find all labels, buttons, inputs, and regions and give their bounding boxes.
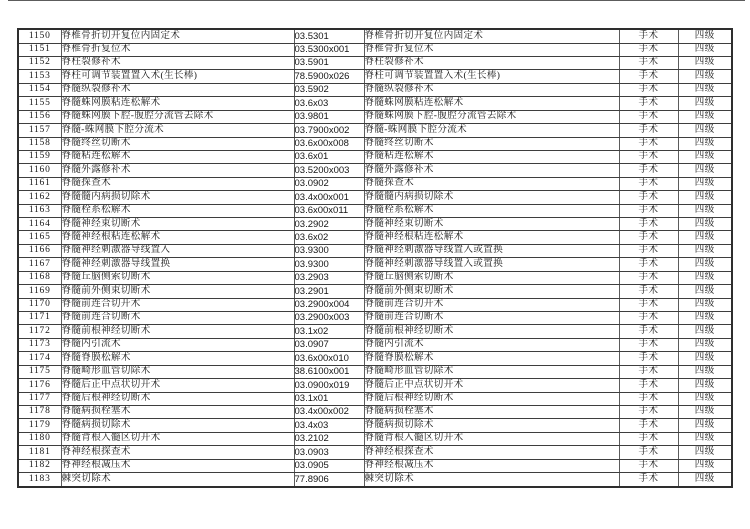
row-sequence-number: 1182 bbox=[18, 459, 61, 472]
table-row bbox=[18, 285, 732, 298]
row-sequence-number: 1167 bbox=[18, 258, 61, 271]
row-sequence-number: 1179 bbox=[18, 419, 61, 432]
row-category: 手术 bbox=[619, 446, 678, 459]
row-procedure-name-alt: 脊髓病损栓塞术 bbox=[364, 405, 619, 418]
row-level: 四级 bbox=[678, 177, 732, 190]
row-level: 四级 bbox=[678, 379, 732, 392]
table-row bbox=[18, 298, 732, 311]
row-category: 手术 bbox=[619, 379, 678, 392]
row-procedure-name: 脊髓前外侧束切断术 bbox=[61, 285, 294, 298]
row-procedure-name: 脊髓蛛网膜下腔-腹腔分流管去除术 bbox=[61, 110, 294, 123]
row-level: 四级 bbox=[678, 325, 732, 338]
row-sequence-number: 1181 bbox=[18, 446, 61, 459]
row-procedure-name-alt: 脊髓栓系松解术 bbox=[364, 204, 619, 217]
row-sequence-number: 1155 bbox=[18, 97, 61, 110]
row-sequence-number: 1161 bbox=[18, 177, 61, 190]
row-procedure-code: 03.6x02 bbox=[294, 231, 364, 244]
row-procedure-code: 03.0905 bbox=[294, 459, 364, 472]
table-row bbox=[18, 405, 732, 418]
row-procedure-code: 03.5301 bbox=[294, 29, 364, 43]
row-procedure-name: 脊髓畸形血管切除术 bbox=[61, 365, 294, 378]
row-procedure-name-alt: 脊髓探查术 bbox=[364, 177, 619, 190]
row-procedure-name: 脊髓神经刺激器导线置换 bbox=[61, 258, 294, 271]
row-sequence-number: 1172 bbox=[18, 325, 61, 338]
row-procedure-name: 脊髓病损切除术 bbox=[61, 419, 294, 432]
table-row bbox=[18, 419, 732, 432]
row-procedure-name: 脊髓神经刺激器导线置入 bbox=[61, 244, 294, 257]
row-level: 四级 bbox=[678, 29, 732, 43]
row-procedure-name: 脊髓后正中点状切开术 bbox=[61, 379, 294, 392]
row-category: 手术 bbox=[619, 352, 678, 365]
table-row bbox=[18, 56, 732, 69]
row-procedure-name: 棘突切除术 bbox=[61, 473, 294, 487]
row-procedure-code: 03.4x00x001 bbox=[294, 191, 364, 204]
row-procedure-code: 78.5900x026 bbox=[294, 70, 364, 83]
row-level: 四级 bbox=[678, 137, 732, 150]
row-procedure-name-alt: 脊髓纵裂修补术 bbox=[364, 83, 619, 96]
row-procedure-name-alt: 脊柱可调节装置置入术(生长棒) bbox=[364, 70, 619, 83]
table-row bbox=[18, 258, 732, 271]
row-category: 手术 bbox=[619, 258, 678, 271]
row-procedure-code: 03.5300x001 bbox=[294, 43, 364, 56]
table-row bbox=[18, 231, 732, 244]
row-level: 四级 bbox=[678, 56, 732, 69]
row-category: 手术 bbox=[619, 83, 678, 96]
row-procedure-code: 03.1x02 bbox=[294, 325, 364, 338]
row-procedure-name-alt: 脊髓内引流术 bbox=[364, 338, 619, 351]
row-procedure-name-alt: 脊柱裂修补术 bbox=[364, 56, 619, 69]
row-category: 手术 bbox=[619, 43, 678, 56]
table-row bbox=[18, 218, 732, 231]
row-procedure-name-alt: 脊髓病损切除术 bbox=[364, 419, 619, 432]
row-category: 手术 bbox=[619, 218, 678, 231]
row-procedure-name-alt: 脊髓蛛网膜粘连松解术 bbox=[364, 97, 619, 110]
row-category: 手术 bbox=[619, 365, 678, 378]
row-procedure-name-alt: 脊髓-蛛网膜下腔分流术 bbox=[364, 124, 619, 137]
row-category: 手术 bbox=[619, 473, 678, 487]
row-procedure-name: 脊髓-蛛网膜下腔分流术 bbox=[61, 124, 294, 137]
row-procedure-name-alt: 脊髓粘连松解术 bbox=[364, 150, 619, 163]
row-level: 四级 bbox=[678, 70, 732, 83]
row-level: 四级 bbox=[678, 446, 732, 459]
table-row bbox=[18, 312, 732, 325]
row-procedure-code: 03.2900x004 bbox=[294, 298, 364, 311]
row-sequence-number: 1178 bbox=[18, 405, 61, 418]
row-category: 手术 bbox=[619, 298, 678, 311]
row-category: 手术 bbox=[619, 70, 678, 83]
row-sequence-number: 1176 bbox=[18, 379, 61, 392]
row-sequence-number: 1168 bbox=[18, 271, 61, 284]
row-sequence-number: 1160 bbox=[18, 164, 61, 177]
row-procedure-name: 脊椎骨折切开复位内固定术 bbox=[61, 29, 294, 43]
row-category: 手术 bbox=[619, 325, 678, 338]
row-procedure-name: 脊髓髓内病损切除术 bbox=[61, 191, 294, 204]
row-level: 四级 bbox=[678, 365, 732, 378]
row-level: 四级 bbox=[678, 405, 732, 418]
table-row bbox=[18, 191, 732, 204]
row-sequence-number: 1171 bbox=[18, 312, 61, 325]
row-sequence-number: 1173 bbox=[18, 338, 61, 351]
row-sequence-number: 1183 bbox=[18, 473, 61, 487]
row-procedure-name: 脊髓纵裂修补术 bbox=[61, 83, 294, 96]
row-procedure-name-alt: 脊髓丘脑侧索切断术 bbox=[364, 271, 619, 284]
row-procedure-name: 脊髓蛛网膜粘连松解术 bbox=[61, 97, 294, 110]
row-procedure-name-alt: 脊髓神经束切断术 bbox=[364, 218, 619, 231]
row-procedure-name: 脊髓神经束切断术 bbox=[61, 218, 294, 231]
row-level: 四级 bbox=[678, 432, 732, 445]
row-procedure-name: 脊神经根探查术 bbox=[61, 446, 294, 459]
row-level: 四级 bbox=[678, 244, 732, 257]
table-row bbox=[18, 392, 732, 405]
row-procedure-code: 03.9801 bbox=[294, 110, 364, 123]
row-level: 四级 bbox=[678, 271, 732, 284]
row-procedure-code: 03.2102 bbox=[294, 432, 364, 445]
row-procedure-name-alt: 脊髓蛛网膜下腔-腹腔分流管去除术 bbox=[364, 110, 619, 123]
row-procedure-name-alt: 脊髓前根神经切断术 bbox=[364, 325, 619, 338]
row-procedure-name: 脊髓丘脑侧索切断术 bbox=[61, 271, 294, 284]
table-row bbox=[18, 29, 732, 43]
row-procedure-code: 03.6x01 bbox=[294, 150, 364, 163]
row-procedure-code: 03.9300 bbox=[294, 244, 364, 257]
row-procedure-name: 脊柱裂修补术 bbox=[61, 56, 294, 69]
row-procedure-code: 03.9300 bbox=[294, 258, 364, 271]
table-row bbox=[18, 83, 732, 96]
table-row bbox=[18, 325, 732, 338]
row-category: 手术 bbox=[619, 150, 678, 163]
row-level: 四级 bbox=[678, 124, 732, 137]
row-procedure-name-alt: 脊髓后正中点状切开术 bbox=[364, 379, 619, 392]
row-procedure-code: 03.2900x003 bbox=[294, 312, 364, 325]
table-row bbox=[18, 338, 732, 351]
row-procedure-code: 03.2903 bbox=[294, 271, 364, 284]
row-procedure-name: 脊髓内引流术 bbox=[61, 338, 294, 351]
row-level: 四级 bbox=[678, 419, 732, 432]
row-category: 手术 bbox=[619, 405, 678, 418]
row-level: 四级 bbox=[678, 110, 732, 123]
row-category: 手术 bbox=[619, 271, 678, 284]
table-row bbox=[18, 271, 732, 284]
row-sequence-number: 1165 bbox=[18, 231, 61, 244]
row-procedure-name-alt: 脊神经根减压术 bbox=[364, 459, 619, 472]
row-procedure-code: 03.5902 bbox=[294, 83, 364, 96]
table-row bbox=[18, 379, 732, 392]
row-procedure-name: 脊髓探查术 bbox=[61, 177, 294, 190]
row-sequence-number: 1174 bbox=[18, 352, 61, 365]
row-procedure-code: 03.7900x002 bbox=[294, 124, 364, 137]
row-procedure-name: 脊椎骨折复位术 bbox=[61, 43, 294, 56]
row-procedure-name-alt: 脊髓后根神经切断术 bbox=[364, 392, 619, 405]
row-procedure-name-alt: 棘突切除术 bbox=[364, 473, 619, 487]
row-level: 四级 bbox=[678, 459, 732, 472]
row-sequence-number: 1153 bbox=[18, 70, 61, 83]
row-sequence-number: 1158 bbox=[18, 137, 61, 150]
row-sequence-number: 1175 bbox=[18, 365, 61, 378]
row-procedure-code: 03.5200x003 bbox=[294, 164, 364, 177]
row-procedure-code: 03.4x03 bbox=[294, 419, 364, 432]
row-category: 手术 bbox=[619, 177, 678, 190]
row-category: 手术 bbox=[619, 392, 678, 405]
row-sequence-number: 1170 bbox=[18, 298, 61, 311]
row-level: 四级 bbox=[678, 312, 732, 325]
row-procedure-code: 03.6x00x008 bbox=[294, 137, 364, 150]
table-row bbox=[18, 164, 732, 177]
row-sequence-number: 1159 bbox=[18, 150, 61, 163]
row-sequence-number: 1163 bbox=[18, 204, 61, 217]
row-level: 四级 bbox=[678, 204, 732, 217]
row-procedure-name: 脊髓前根神经切断术 bbox=[61, 325, 294, 338]
table-row bbox=[18, 204, 732, 217]
row-level: 四级 bbox=[678, 392, 732, 405]
row-sequence-number: 1164 bbox=[18, 218, 61, 231]
row-procedure-name-alt: 脊髓背根入髓区切开术 bbox=[364, 432, 619, 445]
table-row bbox=[18, 97, 732, 110]
row-procedure-name: 脊髓前连合切断术 bbox=[61, 312, 294, 325]
row-procedure-code: 03.6x00x011 bbox=[294, 204, 364, 217]
row-procedure-name-alt: 脊髓前连合切断术 bbox=[364, 312, 619, 325]
row-sequence-number: 1166 bbox=[18, 244, 61, 257]
row-level: 四级 bbox=[678, 231, 732, 244]
page-top-edge bbox=[8, 0, 745, 1]
row-category: 手术 bbox=[619, 432, 678, 445]
row-category: 手术 bbox=[619, 191, 678, 204]
row-procedure-name-alt: 脊椎骨折复位术 bbox=[364, 43, 619, 56]
row-procedure-code: 03.2901 bbox=[294, 285, 364, 298]
row-procedure-name: 脊柱可调节装置置入术(生长棒) bbox=[61, 70, 294, 83]
table-row bbox=[18, 150, 732, 163]
row-category: 手术 bbox=[619, 97, 678, 110]
row-sequence-number: 1150 bbox=[18, 29, 61, 43]
row-level: 四级 bbox=[678, 298, 732, 311]
row-sequence-number: 1180 bbox=[18, 432, 61, 445]
row-procedure-name: 脊髓后根神经切断术 bbox=[61, 392, 294, 405]
row-procedure-name: 脊神经根减压术 bbox=[61, 459, 294, 472]
row-procedure-code: 03.0900x019 bbox=[294, 379, 364, 392]
row-category: 手术 bbox=[619, 56, 678, 69]
row-level: 四级 bbox=[678, 338, 732, 351]
row-category: 手术 bbox=[619, 312, 678, 325]
procedure-table-container bbox=[17, 28, 733, 488]
row-category: 手术 bbox=[619, 137, 678, 150]
row-sequence-number: 1156 bbox=[18, 110, 61, 123]
row-category: 手术 bbox=[619, 164, 678, 177]
table-row bbox=[18, 365, 732, 378]
row-procedure-code: 03.5901 bbox=[294, 56, 364, 69]
row-sequence-number: 1162 bbox=[18, 191, 61, 204]
row-category: 手术 bbox=[619, 29, 678, 43]
row-category: 手术 bbox=[619, 244, 678, 257]
row-procedure-code: 03.2902 bbox=[294, 218, 364, 231]
row-procedure-name: 脊髓粘连松解术 bbox=[61, 150, 294, 163]
row-procedure-code: 03.0903 bbox=[294, 446, 364, 459]
row-category: 手术 bbox=[619, 110, 678, 123]
row-procedure-name-alt: 脊髓神经根粘连松解术 bbox=[364, 231, 619, 244]
row-procedure-name-alt: 脊髓神经刺激器导线置入或置换 bbox=[364, 244, 619, 257]
row-sequence-number: 1169 bbox=[18, 285, 61, 298]
table-row bbox=[18, 352, 732, 365]
row-procedure-name-alt: 脊髓畸形血管切除术 bbox=[364, 365, 619, 378]
row-category: 手术 bbox=[619, 459, 678, 472]
row-sequence-number: 1151 bbox=[18, 43, 61, 56]
row-level: 四级 bbox=[678, 258, 732, 271]
table-row bbox=[18, 446, 732, 459]
row-level: 四级 bbox=[678, 150, 732, 163]
row-sequence-number: 1152 bbox=[18, 56, 61, 69]
row-procedure-name: 脊髓脊膜松解术 bbox=[61, 352, 294, 365]
row-procedure-code: 38.6100x001 bbox=[294, 365, 364, 378]
table-row bbox=[18, 473, 732, 487]
row-procedure-name-alt: 脊髓前外侧束切断术 bbox=[364, 285, 619, 298]
row-procedure-code: 03.4x00x002 bbox=[294, 405, 364, 418]
row-level: 四级 bbox=[678, 97, 732, 110]
row-sequence-number: 1177 bbox=[18, 392, 61, 405]
row-procedure-name-alt: 脊神经根探查术 bbox=[364, 446, 619, 459]
row-level: 四级 bbox=[678, 164, 732, 177]
row-procedure-name: 脊髓栓系松解术 bbox=[61, 204, 294, 217]
row-procedure-name-alt: 脊椎骨折切开复位内固定术 bbox=[364, 29, 619, 43]
row-level: 四级 bbox=[678, 285, 732, 298]
procedure-code-table bbox=[17, 28, 733, 488]
row-level: 四级 bbox=[678, 218, 732, 231]
row-category: 手术 bbox=[619, 124, 678, 137]
row-procedure-code: 77.8906 bbox=[294, 473, 364, 487]
row-procedure-name-alt: 脊髓外露修补术 bbox=[364, 164, 619, 177]
table-row bbox=[18, 43, 732, 56]
row-procedure-name: 脊髓病损栓塞术 bbox=[61, 405, 294, 418]
row-procedure-name-alt: 脊髓脊膜松解术 bbox=[364, 352, 619, 365]
row-level: 四级 bbox=[678, 191, 732, 204]
table-row bbox=[18, 137, 732, 150]
row-sequence-number: 1154 bbox=[18, 83, 61, 96]
row-level: 四级 bbox=[678, 83, 732, 96]
row-procedure-code: 03.0902 bbox=[294, 177, 364, 190]
row-procedure-name: 脊髓终丝切断术 bbox=[61, 137, 294, 150]
table-row bbox=[18, 177, 732, 190]
row-procedure-code: 03.6x00x010 bbox=[294, 352, 364, 365]
row-category: 手术 bbox=[619, 419, 678, 432]
row-procedure-name: 脊髓前连合切开术 bbox=[61, 298, 294, 311]
row-procedure-name-alt: 脊髓终丝切断术 bbox=[364, 137, 619, 150]
row-procedure-name-alt: 脊髓髓内病损切除术 bbox=[364, 191, 619, 204]
row-category: 手术 bbox=[619, 204, 678, 217]
row-level: 四级 bbox=[678, 352, 732, 365]
row-procedure-name: 脊髓神经根粘连松解术 bbox=[61, 231, 294, 244]
row-procedure-code: 03.0907 bbox=[294, 338, 364, 351]
row-level: 四级 bbox=[678, 43, 732, 56]
row-category: 手术 bbox=[619, 285, 678, 298]
table-row bbox=[18, 110, 732, 123]
table-row bbox=[18, 432, 732, 445]
table-row bbox=[18, 70, 732, 83]
row-procedure-name: 脊髓外露修补术 bbox=[61, 164, 294, 177]
row-sequence-number: 1157 bbox=[18, 124, 61, 137]
row-procedure-name: 脊髓背根入髓区切开术 bbox=[61, 432, 294, 445]
row-procedure-code: 03.6x03 bbox=[294, 97, 364, 110]
row-category: 手术 bbox=[619, 231, 678, 244]
row-category: 手术 bbox=[619, 338, 678, 351]
table-row bbox=[18, 124, 732, 137]
row-procedure-name-alt: 脊髓神经刺激器导线置入或置换 bbox=[364, 258, 619, 271]
row-procedure-name-alt: 脊髓前连合切开术 bbox=[364, 298, 619, 311]
row-level: 四级 bbox=[678, 473, 732, 487]
table-row bbox=[18, 459, 732, 472]
row-procedure-code: 03.1x01 bbox=[294, 392, 364, 405]
table-row bbox=[18, 244, 732, 257]
